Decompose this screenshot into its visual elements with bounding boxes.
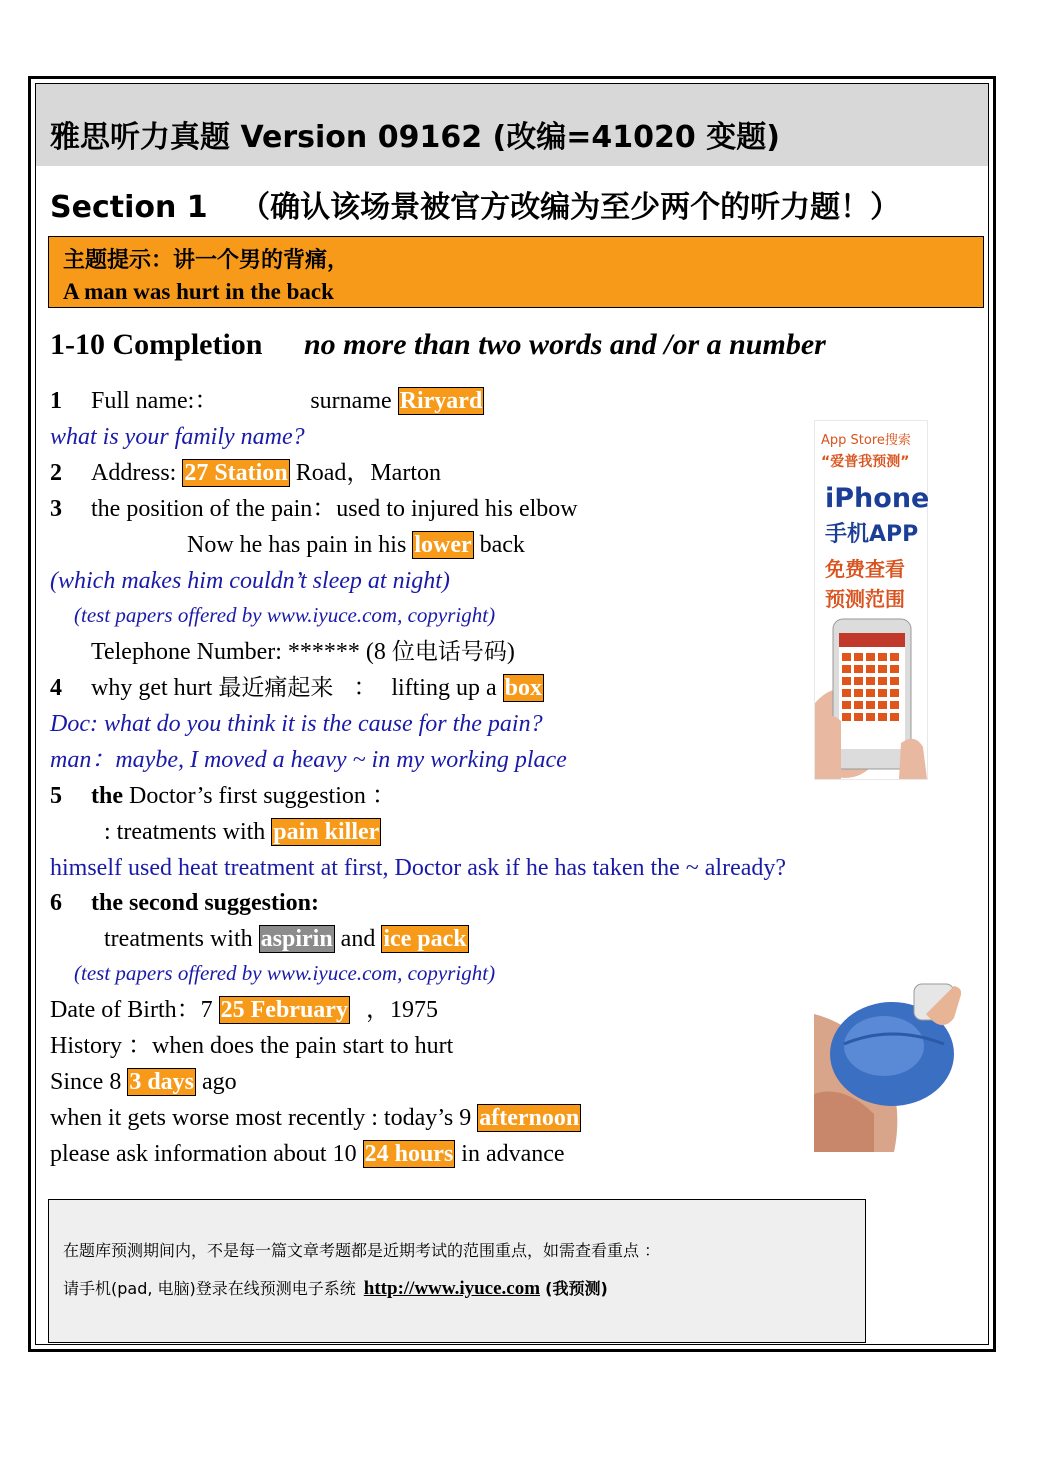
question-10 [50,1139,565,1169]
theme-box [48,236,984,308]
ice-pack-image [814,974,964,1152]
question-number: 5 [50,783,62,809]
question-text: ago [202,1069,237,1095]
question-text: in advance [461,1141,565,1167]
ad-line-5: 免费查看 [825,557,905,581]
question-text: Date of Birth：7 [50,997,213,1023]
history-line: History ：when does the pain start to hurt [50,1033,454,1059]
question-text: ) [506,639,515,665]
question-text: Full name:： [91,388,219,414]
question-number: 4 [50,675,62,701]
question-5-hint: himself used heat treatment at first, Doctor ask if he has taken the ~ already? [50,855,787,881]
question-1-hint: what is your family name? [50,424,305,450]
footer-box [48,1199,866,1343]
title-bar [36,84,988,166]
question-text: Address: [91,460,177,486]
question-text: ： [353,675,378,701]
ad-line-2: “爱普我预测” [821,454,910,470]
telephone-line [91,637,515,667]
doctor-line: Doc: what do you think it is the cause for the pain? [50,711,543,737]
answer-box: 24 hours [364,1141,454,1167]
copyright-note: (test papers offered by www.iyuce.com, copyright) [74,603,496,627]
section-label: Section 1 [50,190,208,225]
ad-line-4: 手机APP [825,522,919,547]
ad-line-3: iPhone [825,483,930,514]
question-text-bold: the [91,783,123,809]
question-text-cn: 最近痛起来 [218,675,334,701]
answer-box: box [504,675,542,701]
question-text: lifting up a [391,675,497,701]
answer-box: ice pack [383,926,467,952]
answer-box: Riryard [399,388,483,414]
question-number: 1 [50,388,62,414]
question-number: 6 [50,890,62,916]
question-number: 2 [50,460,62,486]
question-text: Telephone Number: ****** (8 [91,639,386,665]
question-1 [50,386,484,416]
question-number: 3 [50,496,62,522]
footer-text: 请手机(pad, 电脑)登录在线预测电子系统 [63,1279,356,1298]
section-note: （确认该场景被官方改编为至少两个的听力题！） [240,190,901,225]
question-text: back [479,532,525,558]
question-8 [50,1067,237,1097]
answer-box: 25 February [220,997,348,1023]
question-text: please ask information about 10 [50,1141,357,1167]
answer-box: pain killer [273,819,380,845]
completion-instruction: no more than two words and /or a number [304,328,826,361]
question-text: when it gets worse most recently : today’s 9 [50,1105,472,1131]
footer-line-2 [63,1276,608,1300]
answer-box: lower [414,532,472,558]
answer-box-grey: aspirin [260,926,333,952]
question-2 [50,458,441,488]
footer-note: (我预测) [545,1279,608,1298]
question-3-hint: (which makes him couldn’t sleep at night) [50,568,450,594]
question-text-cn: 位电话号码 [391,639,507,665]
question-6 [50,888,319,918]
question-text: treatments with [104,926,253,952]
question-text: Road，Marton [295,460,441,486]
page-inner-frame [35,83,989,1345]
copyright-note: (test papers offered by www.iyuce.com, copyright) [74,961,496,985]
answer-box: 27 Station [184,460,288,486]
man-line: man：maybe, I moved a heavy ~ in my working place [50,747,567,773]
question-3-line-2 [187,530,525,560]
question-text: ，1975 [365,997,438,1023]
question-3 [50,494,578,524]
question-4 [50,673,544,703]
question-text: the position of the pain：used to injured his elbow [91,496,578,522]
completion-label: 1-10 Completion [50,328,263,361]
question-text: Since 8 [50,1069,122,1095]
question-text-bold: the second suggestion: [91,890,320,916]
completion-heading [50,328,826,362]
ad-line-1: App Store搜索 [821,433,911,448]
question-9 [50,1103,581,1133]
ad-line-6: 预测范围 [825,587,905,611]
phone-in-hand-icon [815,613,927,779]
question-7 [50,995,438,1025]
footer-line-1: 在题库预测期间内，不是每一篇文章考题都是近期考试的范围重点，如需查看重点 ： [63,1241,661,1260]
question-text: : treatments with [104,819,266,845]
footer-link[interactable]: http://www.iyuce.com [363,1278,541,1299]
question-text: surname [310,388,392,414]
question-text: and [340,926,376,952]
question-text: Now he has pain in his [187,532,407,558]
page-frame [28,76,996,1352]
question-text: Doctor’s first suggestion ： [129,783,396,809]
answer-box: afternoon [479,1105,580,1131]
app-advertisement[interactable] [814,420,928,780]
answer-box: 3 days [129,1069,195,1095]
question-5-line-2 [104,817,381,847]
theme-en: A man was hurt in the back [63,279,334,304]
page-title: 雅思听力真题 Version 09162 (改编=41020 变题) [50,120,780,155]
question-5 [50,781,396,811]
question-text: why get hurt [91,675,213,701]
theme-cn: 主题提示：讲一个男的背痛， [63,248,350,273]
question-6-line-2 [104,924,469,954]
section-heading [50,182,900,226]
